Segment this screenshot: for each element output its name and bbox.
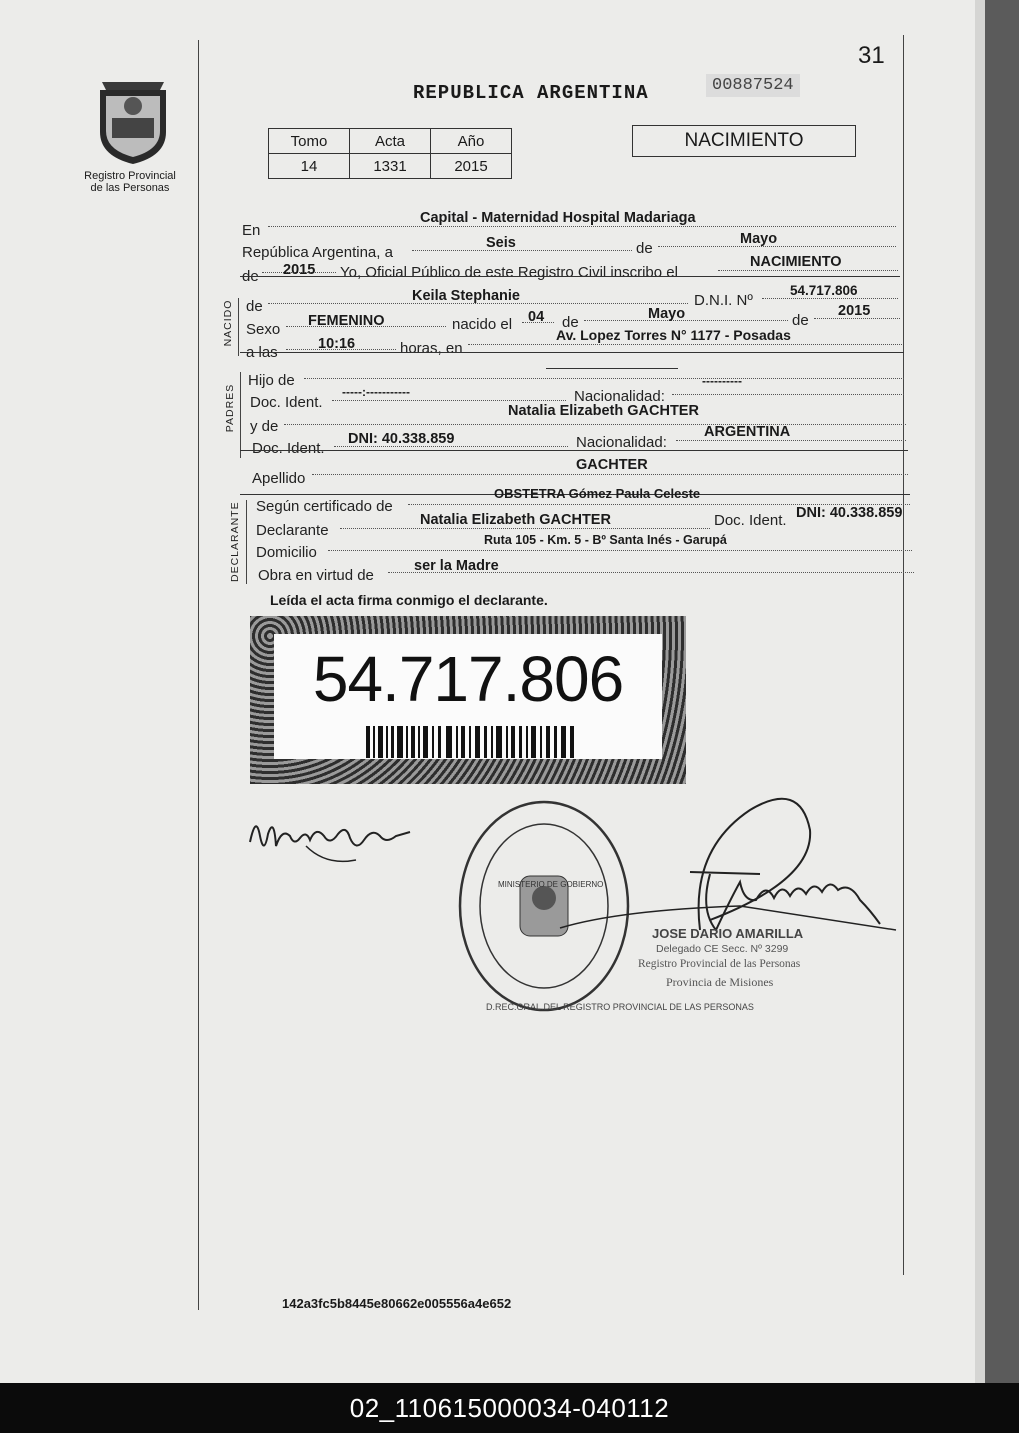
label-republica: República Argentina, a [242,244,393,261]
dots [312,474,908,475]
document-hash: 142a3fc5b8445e80662e005556a4e652 [282,1296,512,1311]
dots [332,400,566,401]
separator-line [240,450,908,451]
footer-code: 02_110615000034-040112 [0,1383,1019,1433]
value-declarante-doc: DNI: 40.338.859 [796,505,903,521]
value-dni: 54.717.806 [790,283,858,298]
padres-divider [240,372,241,458]
value-domicilio: Ruta 105 - Km. 5 - Bº Santa Inés - Garupá [484,533,727,547]
declarant-signature-icon [246,806,416,880]
header-anio: Año [431,129,512,154]
value-madre-nac: ARGENTINA [704,424,791,440]
nacido-divider [238,298,239,356]
dots [676,440,906,441]
value-lugar-nac: Av. Lopez Torres N° 1177 - Posadas [556,327,791,343]
act-type-box: NACIMIENTO [632,125,856,157]
label-doc-ident-madre: Doc. Ident. [252,440,325,457]
registry-caption-line-1: Registro Provincial [84,170,176,182]
label-nacido-el: nacido el [452,316,513,333]
dots [268,226,896,227]
official-registry: Registro Provincial de las Personas [638,958,801,970]
declarante-divider [246,500,247,584]
closing-statement: Leída el acta firma conmigo el declarante. [270,592,548,608]
value-madre-doc: DNI: 40.338.859 [348,431,455,447]
label-a-las: a las [246,344,278,361]
value-declarante: Natalia Elizabeth GACHTER [420,512,611,528]
value-anio: 2015 [431,154,512,179]
right-margin-line [903,35,904,1275]
label-apellido: Apellido [252,470,306,487]
padre-blank-line [546,368,678,369]
value-nombre: Keila Stephanie [412,288,520,304]
value-lugar: Capital - Maternidad Hospital Madariaga [420,210,696,226]
header-tomo: Tomo [269,129,350,154]
page-number: 31 [858,42,885,69]
seal-inner-text: MINISTERIO DE GOBIERNO [498,880,604,889]
left-margin-line [198,40,199,1310]
label-de-mes-nac: de [562,314,579,331]
value-padre-doc: -----:----------- [342,385,410,399]
label-segun: Según certificado de [256,498,393,515]
dots [412,250,632,251]
act-reference-table [268,128,512,179]
separator-line [240,352,904,353]
registry-caption-line-2: de las Personas [90,182,170,194]
dots [328,550,912,551]
dni-sticker-label [274,634,662,759]
label-y-de: y de [250,418,279,435]
dots [584,320,788,321]
label-de-anio: de [242,268,259,285]
label-en: En [242,222,261,239]
value-mes-nac: Mayo [648,306,686,322]
label-horas-en: horas, en [400,340,463,357]
side-label-nacido: NACIDO [222,299,234,347]
official-province: Provincia de Misiones [666,975,774,989]
label-doc-ident-padre: Doc. Ident. [250,394,323,411]
label-domicilio: Domicilio [256,544,317,561]
seal-ring-text: D.REC.GRAL.DEL REGISTRO PROVINCIAL DE LAS PERSONAS [486,1002,754,1012]
official-name: JOSE DARIO AMARILLA [652,926,804,941]
label-hijo-de: Hijo de [248,372,295,389]
barcode-icon [366,726,576,758]
label-de-anio-nac: de [792,312,809,329]
separator-line [240,276,900,277]
label-declarante: Declarante [256,522,329,539]
value-tomo: 14 [269,154,350,179]
value-anio-nac: 2015 [838,303,871,319]
label-sexo: Sexo [246,321,281,338]
value-certificado: OBSTETRA Gómez Paula Celeste [494,486,701,501]
dots [672,394,904,395]
value-apellido: GACHTER [576,457,648,473]
page-edge-shadow [985,0,1019,1383]
value-tipo: NACIMIENTO [750,254,842,270]
label-dni: D.N.I. Nº [694,292,753,309]
dots [304,378,904,379]
label-nacionalidad-madre: Nacionalidad: [576,434,667,451]
value-dia-nac: 04 [528,309,545,325]
label-obra: Obra en virtud de [258,567,374,584]
value-sexo: FEMENINO [308,313,385,329]
value-obra: ser la Madre [414,558,499,574]
serial-number: 00887524 [706,74,800,97]
dots [718,270,898,271]
dni-sticker [250,616,686,784]
label-de-nombre: de [246,298,263,315]
dots [340,528,710,529]
side-label-padres: PADRES [224,383,236,433]
value-madre: Natalia Elizabeth GACHTER [508,403,699,419]
value-padre-nac: ---------- [702,374,742,388]
dots [762,298,898,299]
value-dia-texto: Seis [486,235,516,251]
dots [468,344,902,345]
value-anio: 2015 [283,262,316,278]
value-mes: Mayo [740,231,778,247]
side-label-declarante: DECLARANTE [229,501,241,582]
label-oficial: Yo, Oficial Público de este Registro Civil inscribo el [340,264,678,281]
official-role: Delegado CE Secc. Nº 3299 [656,943,789,955]
value-acta: 1331 [350,154,431,179]
label-nacionalidad-padre: Nacionalidad: [574,388,665,405]
document-title: REPUBLICA ARGENTINA [413,82,649,104]
dni-sticker-number: 54.717.806 [312,643,624,715]
header-acta: Acta [350,129,431,154]
dots [284,424,906,425]
label-de-mes: de [636,240,653,257]
value-hora: 10:16 [318,336,356,352]
registry-caption [70,170,190,194]
misiones-coat-of-arms-icon [92,76,174,166]
label-doc-ident-declarante: Doc. Ident. [714,512,787,529]
